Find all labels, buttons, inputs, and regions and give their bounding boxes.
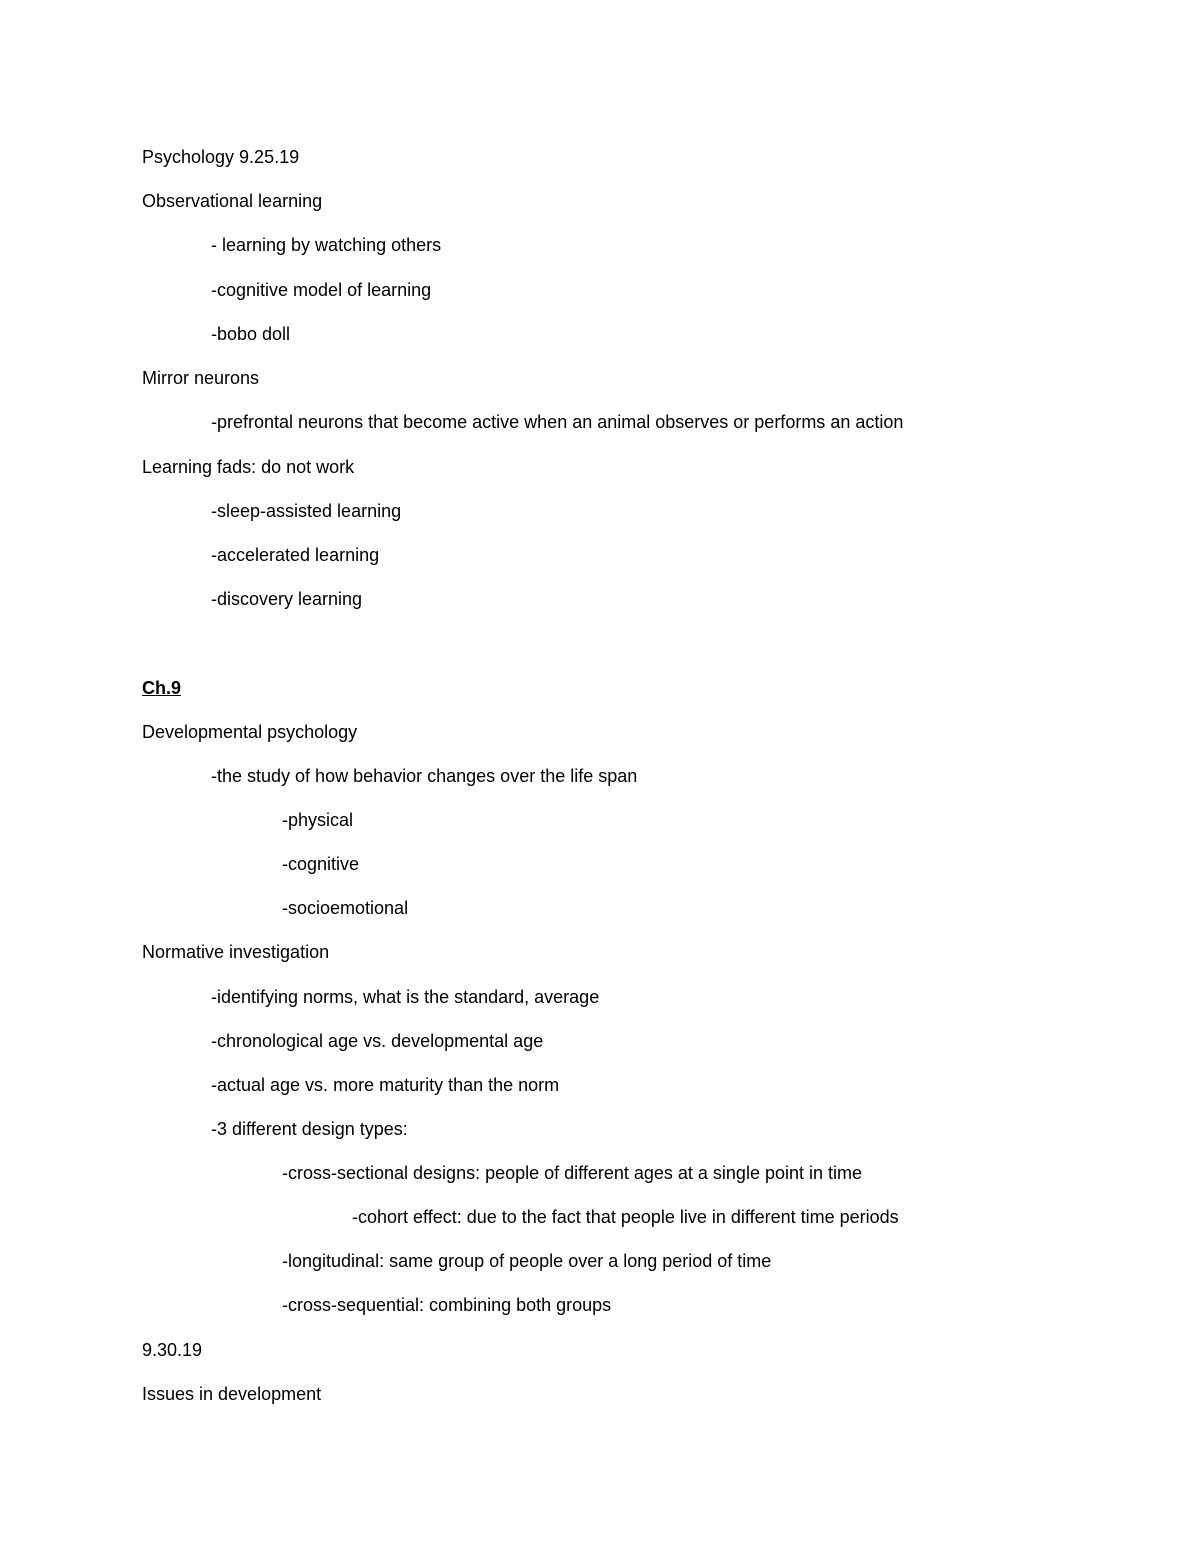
bullet-item: -accelerated learning	[211, 545, 380, 565]
topic-heading: Issues in development	[142, 1384, 322, 1404]
bullet-item: - learning by watching others	[211, 235, 442, 255]
topic-heading: Mirror neurons	[142, 368, 260, 388]
bullet-item: -chronological age vs. developmental age	[211, 1031, 544, 1051]
sub-sub-bullet-item: -cohort effect: due to the fact that people live in different time periods	[352, 1207, 899, 1227]
topic-heading: Normative investigation	[142, 942, 330, 962]
bullet-item: -actual age vs. more maturity than the norm	[211, 1075, 560, 1095]
date-heading: 9.30.19	[142, 1340, 203, 1360]
sub-bullet-item: -socioemotional	[282, 898, 409, 918]
bullet-item: -sleep-assisted learning	[211, 501, 402, 521]
bullet-item: -bobo doll	[211, 324, 291, 344]
bullet-item: -discovery learning	[211, 589, 363, 609]
bullet-item: -cognitive model of learning	[211, 280, 432, 300]
sub-bullet-item: -cross-sectional designs: people of different ages at a single point in time	[282, 1163, 862, 1183]
bullet-item: -the study of how behavior changes over the life span	[211, 766, 638, 786]
topic-heading: Developmental psychology	[142, 722, 358, 742]
sub-bullet-item: -cross-sequential: combining both groups	[282, 1295, 612, 1315]
sub-bullet-item: -longitudinal: same group of people over a long period of time	[282, 1251, 772, 1271]
sub-bullet-item: -cognitive	[282, 854, 360, 874]
topic-heading: Learning fads: do not work	[142, 457, 355, 477]
bullet-item: -identifying norms, what is the standard, average	[211, 987, 600, 1007]
topic-heading: Observational learning	[142, 191, 323, 211]
sub-bullet-item: -physical	[282, 810, 354, 830]
bullet-item: -3 different design types:	[211, 1119, 408, 1139]
chapter-heading: Ch.9	[142, 678, 182, 698]
notes-title: Psychology 9.25.19	[142, 147, 300, 167]
bullet-item: -prefrontal neurons that become active when an animal observes or performs an action	[211, 412, 904, 432]
